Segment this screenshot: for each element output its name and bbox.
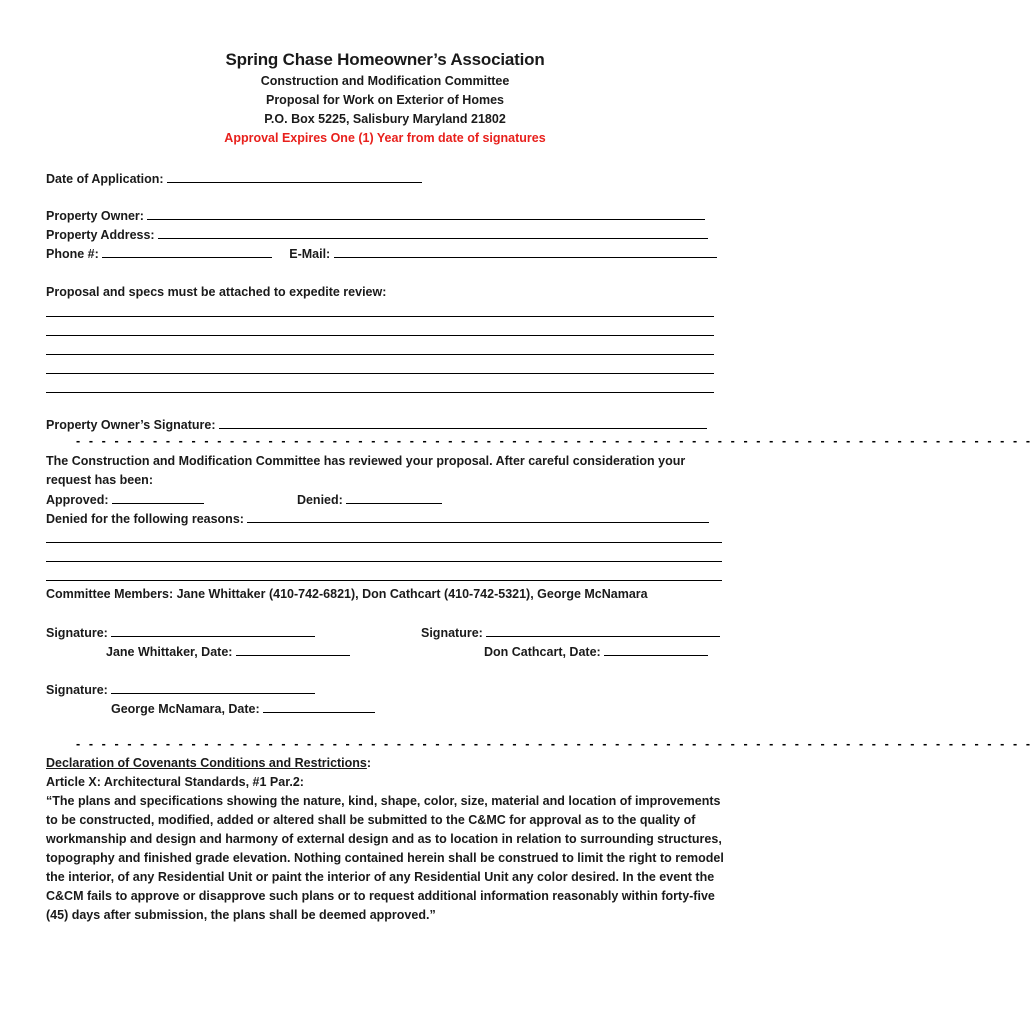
expiry-notice: Approval Expires One (1) Year from date of signatures — [224, 131, 546, 145]
signature-label: Signature: — [46, 626, 108, 640]
denied-reasons-row — [46, 510, 709, 527]
committee-name: Construction and Modification Committee — [260, 74, 510, 88]
committee-members: Committee Members: Jane Whittaker (410-742-6821), Don Cathcart (410-742-5321), George McNamara — [46, 587, 648, 601]
covenants-heading-row — [46, 755, 371, 771]
review-statement: The Construction and Modification Committee has reviewed your proposal. After careful consideration your request has been: — [46, 454, 686, 487]
date-of-application-label: Date of Application: — [46, 172, 164, 186]
proposal-line-2[interactable] — [46, 335, 714, 336]
owner-signature-row — [46, 416, 707, 433]
george-date-row — [111, 700, 375, 717]
date-of-application-field[interactable] — [167, 170, 422, 183]
jane-signature-field[interactable] — [111, 624, 315, 637]
date-of-application-row — [46, 170, 422, 187]
phone-field[interactable] — [102, 245, 272, 258]
don-date-label: Don Cathcart, Date: — [484, 645, 601, 659]
property-address-field[interactable] — [158, 226, 708, 239]
proposal-line-5[interactable] — [46, 392, 714, 393]
proposal-line-4[interactable] — [46, 373, 714, 374]
don-date-field[interactable] — [604, 643, 708, 656]
approved-label: Approved: — [46, 493, 109, 507]
denied-reasons-label: Denied for the following reasons: — [46, 512, 244, 526]
separator-2: - - - - - - - - - - - - - - - - - - - - - - - - - - - - - - - - - - - - - - - - - - - - - - - - - - - - - - - - - - - - - - - - - - - - - - - - - - - — [76, 737, 1033, 751]
denied-reasons-line-3[interactable] — [46, 580, 722, 581]
mailing-address: P.O. Box 5225, Salisbury Maryland 21802 — [264, 112, 506, 126]
jane-date-row — [106, 643, 350, 660]
email-field[interactable] — [334, 245, 717, 258]
decision-row — [46, 491, 442, 508]
denied-reasons-field[interactable] — [247, 510, 709, 523]
proposal-subtitle: Proposal for Work on Exterior of Homes — [265, 93, 504, 107]
covenants-heading-colon: : — [366, 756, 372, 770]
approved-field[interactable] — [112, 491, 204, 504]
phone-email-row — [46, 245, 717, 262]
denied-reasons-line-2[interactable] — [46, 561, 722, 562]
george-signature-row — [46, 681, 315, 698]
george-signature-field[interactable] — [111, 681, 315, 694]
email-label: E-Mail: — [289, 247, 331, 261]
document-title: Spring Chase Homeowner’s Association — [225, 50, 545, 69]
don-signature-field[interactable] — [486, 624, 720, 637]
phone-label: Phone #: — [46, 247, 99, 261]
covenants-quote: “The plans and specifications showing the nature, kind, shape, color, size, material and location of improvements to be constructed, modified, added or altered shall be submitted to the C&MC for approval as to the quality of workmanship and design and harmony of external design and as to location in relation to surrounding structures, topography and finished grade elevation. Nothing contained herein shall be construed to limit the right to remodel the interior, of any Residential Unit or paint the interior of any Residential Unit any color desired. In the event the C&CM fails to approve or disapprove such plans or to request additional information reasonably within forty-five (45) days after submission, the plans shall be deemed approved.” — [46, 794, 724, 922]
don-signature-row — [421, 624, 720, 641]
jane-date-label: Jane Whittaker, Date: — [106, 645, 233, 659]
article-reference: Article X: Architectural Standards, #1 Par.2: — [46, 775, 304, 789]
george-date-label: George McNamara, Date: — [111, 702, 260, 716]
owner-signature-field[interactable] — [219, 416, 707, 429]
property-owner-field[interactable] — [147, 207, 705, 220]
owner-signature-label: Property Owner’s Signature: — [46, 418, 216, 432]
separator-1: - - - - - - - - - - - - - - - - - - - - - - - - - - - - - - - - - - - - - - - - - - - - - - - - - - - - - - - - - - - - - - - - - - - - - - - - - - - — [76, 434, 1033, 448]
signature-label: Signature: — [46, 683, 108, 697]
jane-signature-row — [46, 624, 315, 641]
covenants-heading: Declaration of Covenants Conditions and Restrictions — [46, 756, 367, 770]
denied-field[interactable] — [346, 491, 442, 504]
don-date-row — [484, 643, 708, 660]
george-date-field[interactable] — [263, 700, 375, 713]
property-address-label: Property Address: — [46, 228, 155, 242]
property-owner-row — [46, 207, 705, 224]
signature-label: Signature: — [421, 626, 483, 640]
jane-date-field[interactable] — [236, 643, 350, 656]
property-address-row — [46, 226, 708, 243]
property-owner-label: Property Owner: — [46, 209, 144, 223]
denied-label: Denied: — [296, 493, 343, 507]
denied-reasons-line-1[interactable] — [46, 542, 722, 543]
proposal-label: Proposal and specs must be attached to expedite review: — [46, 285, 387, 299]
proposal-line-3[interactable] — [46, 354, 714, 355]
proposal-line-1[interactable] — [46, 316, 714, 317]
